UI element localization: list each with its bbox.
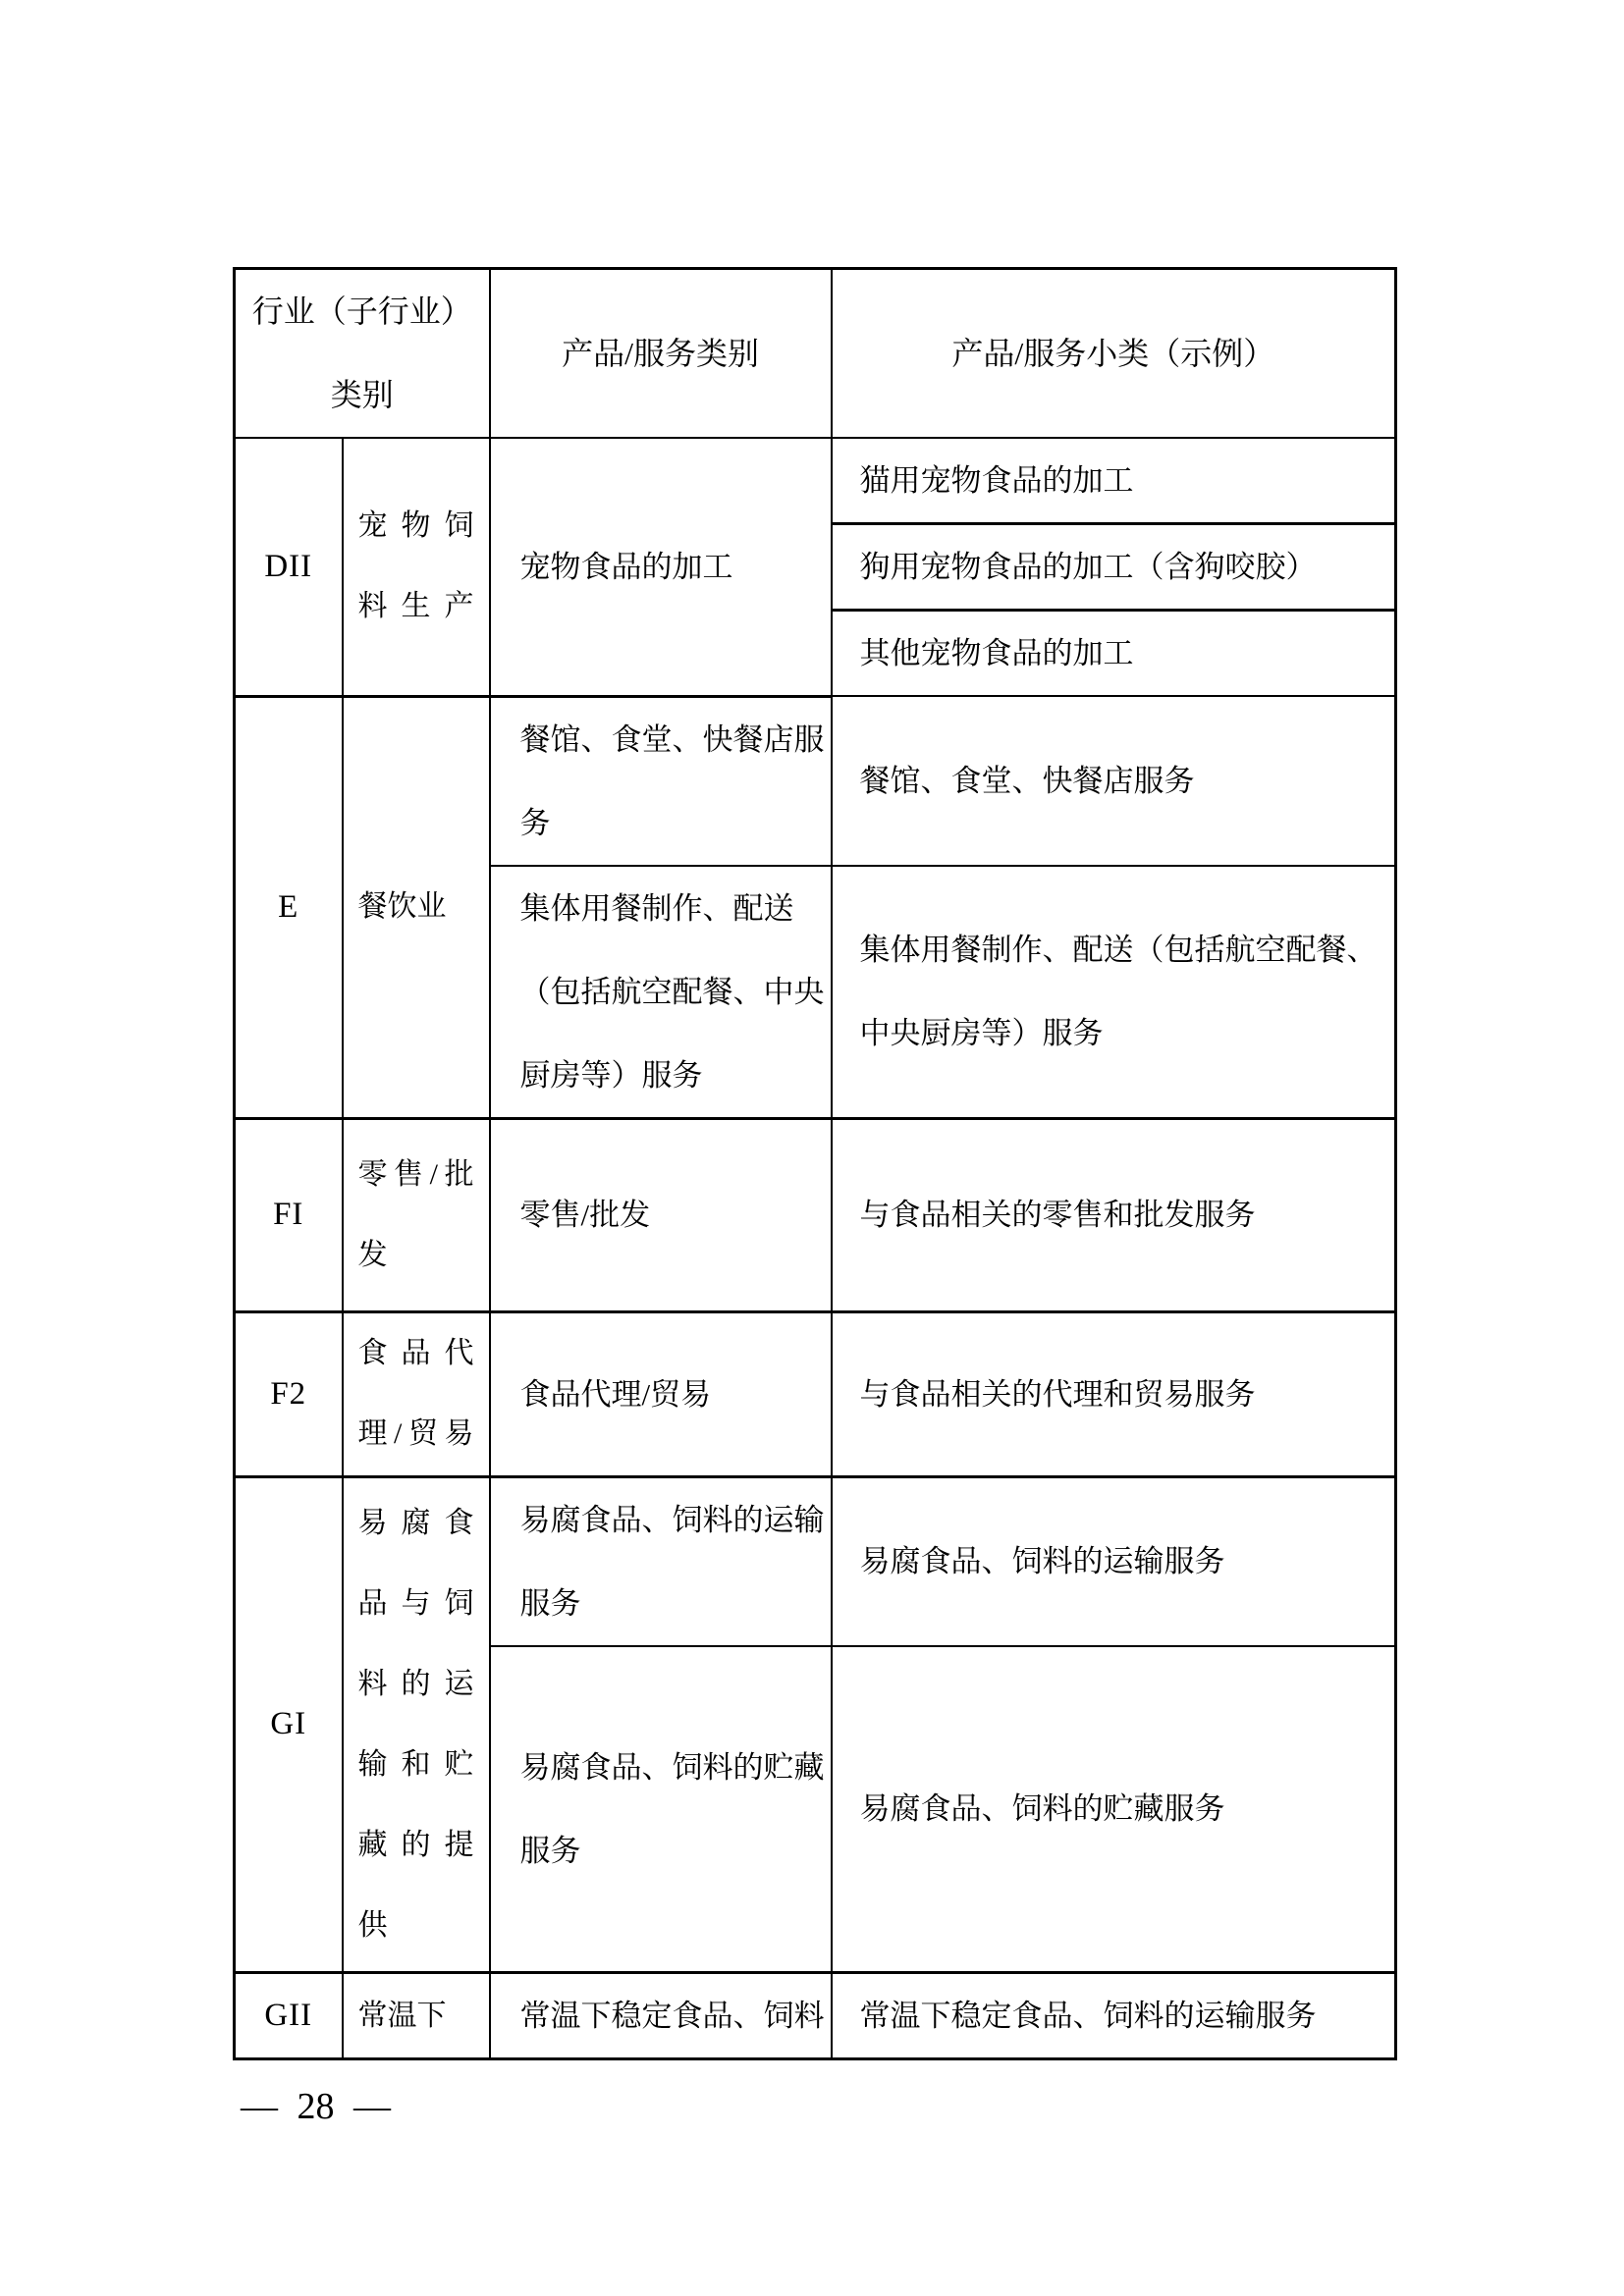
cell-product-category: 零售/批发: [490, 1118, 832, 1311]
cell-product-subcategory: 易腐食品、饲料的贮藏服务: [832, 1646, 1396, 1973]
cell-industry-code: GI: [235, 1476, 343, 1973]
cell-industry-name: 易腐食 品与饲 料的运 输和贮 藏的提 供: [343, 1476, 490, 1973]
header-product-category: 产品/服务类别: [490, 269, 832, 439]
cell-industry-code: GII: [235, 1973, 343, 2059]
cell-product-subcategory: 常温下稳定食品、饲料的运输服务: [832, 1973, 1396, 2059]
cell-product-subcategory: 其他宠物食品的加工: [832, 611, 1396, 697]
cell-product-category: 常温下稳定食品、饲料: [490, 1973, 832, 2059]
cell-industry-name: 零售/批 发: [343, 1118, 490, 1311]
cell-product-category: 餐馆、食堂、快餐店服 务: [490, 696, 832, 866]
cell-product-category: 易腐食品、饲料的贮藏 服务: [490, 1646, 832, 1973]
cell-industry-name: 宠物饲 料生产: [343, 438, 490, 696]
table-header-row: [235, 269, 1396, 439]
cell-industry-code: E: [235, 696, 343, 1118]
cell-product-category: 宠物食品的加工: [490, 438, 832, 696]
page-number: — 28 —: [241, 2086, 391, 2127]
industry-table: [233, 267, 1397, 2060]
table-row: [235, 696, 1396, 866]
cell-industry-code: FI: [235, 1118, 343, 1311]
cell-industry-name: 食品代 理/贸易: [343, 1311, 490, 1476]
table-row: [235, 1118, 1396, 1311]
cell-industry-code: DII: [235, 438, 343, 696]
cell-product-category: 食品代理/贸易: [490, 1311, 832, 1476]
cell-product-subcategory: 猫用宠物食品的加工: [832, 438, 1396, 524]
cell-product-subcategory: 与食品相关的零售和批发服务: [832, 1118, 1396, 1311]
header-industry-category: 行业（子行业） 类别: [235, 269, 490, 439]
cell-industry-name: 餐饮业: [343, 696, 490, 1118]
table-row: [235, 1973, 1396, 2059]
cell-industry-code: F2: [235, 1311, 343, 1476]
table-row: [235, 1476, 1396, 1646]
cell-product-subcategory: 餐馆、食堂、快餐店服务: [832, 696, 1396, 866]
cell-product-subcategory: 易腐食品、饲料的运输服务: [832, 1476, 1396, 1646]
table-row: [235, 1311, 1396, 1476]
cell-product-category: 集体用餐制作、配送 （包括航空配餐、中央 厨房等）服务: [490, 866, 832, 1119]
header-product-subcategory: 产品/服务小类（示例）: [832, 269, 1396, 439]
cell-product-subcategory: 狗用宠物食品的加工（含狗咬胶）: [832, 524, 1396, 611]
cell-product-category: 易腐食品、饲料的运输 服务: [490, 1476, 832, 1646]
cell-product-subcategory: 集体用餐制作、配送（包括航空配餐、 中央厨房等）服务: [832, 866, 1396, 1119]
cell-industry-name: 常温下: [343, 1973, 490, 2059]
cell-product-subcategory: 与食品相关的代理和贸易服务: [832, 1311, 1396, 1476]
table-row: [235, 438, 1396, 524]
